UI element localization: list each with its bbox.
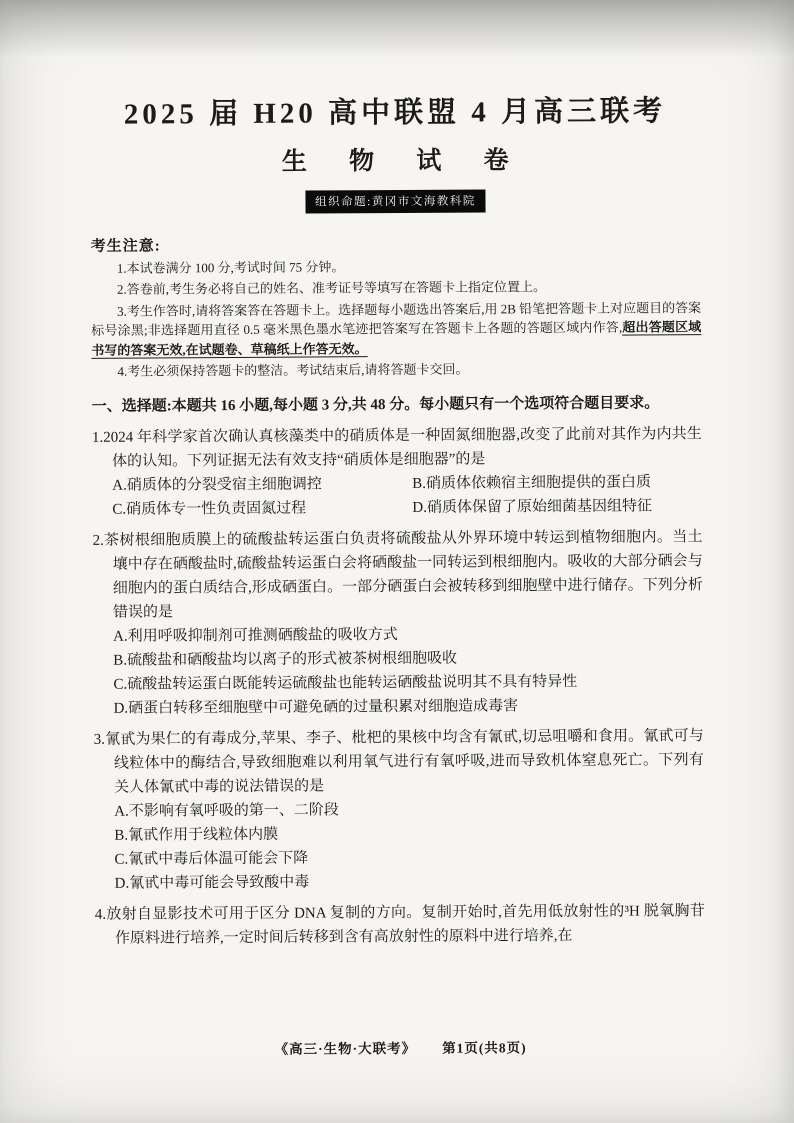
notice-item-3-emphasis: 超出答题区域书写的答案无效,在试题卷、草稿纸上作答无效。: [91, 319, 702, 358]
exam-subject: 生 物 试 卷: [281, 146, 527, 176]
question-2-option-b: B.硫酸盐和硒酸盐均以离子的形式被茶树根细胞吸收: [113, 650, 458, 669]
notice-item-4: 4.考生必须保持答题卡的整洁。考试结束后,请将答题卡交回。: [117, 361, 469, 380]
question-1: [92, 422, 703, 522]
question-1-option-b: B.硝质体依赖宿主细胞提供的蛋白质: [412, 474, 652, 492]
notice-item-1: 1.本试卷满分 100 分,考试时间 75 分钟。: [116, 259, 345, 276]
page-footer: [4, 1035, 794, 1060]
question-3-stem: 3.氰甙为果仁的有毒成分,苹果、李子、枇杷的果核中均含有氰甙,切忌咀嚼和食用。氰甙可与线粒体中的酶结合,导致细胞难以利用氧气进行有氧呼吸,进而导致机体窒息死亡。下列有关人体氰甙中毒的说法错误的是: [93, 727, 704, 796]
notice-item-2: 2.答卷前,考生务必将自己的姓名、准考证号等填写在答题卡上指定位置上。: [116, 279, 547, 298]
question-2: [92, 525, 703, 721]
question-2-options: [113, 621, 704, 721]
question-1-option-d: D.硝质体保留了原始细菌基因组特征: [412, 498, 652, 516]
notice-item-3-text: 3.考生作答时,请将答案答在答题卡上。选择题每小题选出答案后,用 2B 铅笔把答题卡上对应题目的答案标号涂黑;非选择题用直径 0.5 毫米黑色墨水笔迹把答案写在答题卡上各题的答题区域内作答,: [91, 299, 702, 339]
question-1-stem: 1.2024 年科学家首次确认真核藻类中的硝质体是一种固氮细胞器,改变了此前对其作为内共生体的认知。下列证据无法有效支持“硝质体是细胞器”的是: [91, 425, 702, 470]
question-1-option-a: A.硝质体的分裂受宿主细胞调控: [112, 476, 322, 494]
organizer-banner: 组织命题:黄冈市文海教科院: [305, 189, 486, 213]
footer-exam-name: 《高三·生物·大联考》: [274, 1040, 417, 1057]
question-3-option-c: C.氰甙中毒后体温可能会下降: [114, 850, 309, 868]
question-4: [95, 899, 705, 951]
notice-item-3: [91, 298, 701, 360]
question-2-option-d: D.硒蛋白转移至细胞壁中可避免硒的过量积累对细胞造成毒害: [113, 698, 519, 717]
question-3: [94, 724, 705, 896]
exam-title: 2025 届 H20 高中联盟 4 月高三联考: [123, 95, 667, 131]
question-1-option-c: C.硝质体专一性负责固氮过程: [112, 500, 307, 518]
footer-page-number: 第1页(共8页): [442, 1040, 527, 1056]
candidate-notice: [91, 231, 702, 382]
question-2-option-a: A.利用呼吸抑制剂可推测硒酸盐的吸收方式: [113, 626, 398, 645]
question-1-options: [112, 470, 702, 522]
question-4-stem: 4.放射自显影技术可用于区分 DNA 复制的方向。复制开始时,首先用低放射性的³H 脱氧胸苷作原料进行培养,一定时间后转移到含有高放射性的原料中进行培养,在: [94, 902, 705, 947]
section-heading-choice: 一、选择题:本题共 16 小题,每小题 3 分,共 48 分。每小题只有一个选项符合题目要求。: [91, 395, 660, 415]
question-3-option-d: D.氰甙中毒可能会导致酸中毒: [114, 874, 310, 892]
question-3-options: [114, 796, 705, 896]
question-2-option-c: C.硫酸盐转运蛋白既能转运硫酸盐也能转运硒酸盐说明其不具有特异性: [113, 673, 578, 693]
question-3-option-a: A.不影响有氧呼吸的第一、二阶段: [114, 802, 339, 820]
notice-heading: 考生注意:: [90, 238, 161, 255]
question-3-option-b: B.氰甙作用于线粒体内膜: [114, 826, 279, 844]
question-2-stem: 2.茶树根细胞质膜上的硫酸盐转运蛋白负责将硫酸盐从外界环境中转运到植物细胞内。当土壤中存在硒酸盐时,硫酸盐转运蛋白会将硒酸盐一同转运到根细胞内。吸收的大部分硒会与细胞内的蛋白质结合,形成硒蛋白。一部分硒蛋白会被转移到细胞壁中进行储存。下列分析错误的是: [92, 528, 703, 621]
